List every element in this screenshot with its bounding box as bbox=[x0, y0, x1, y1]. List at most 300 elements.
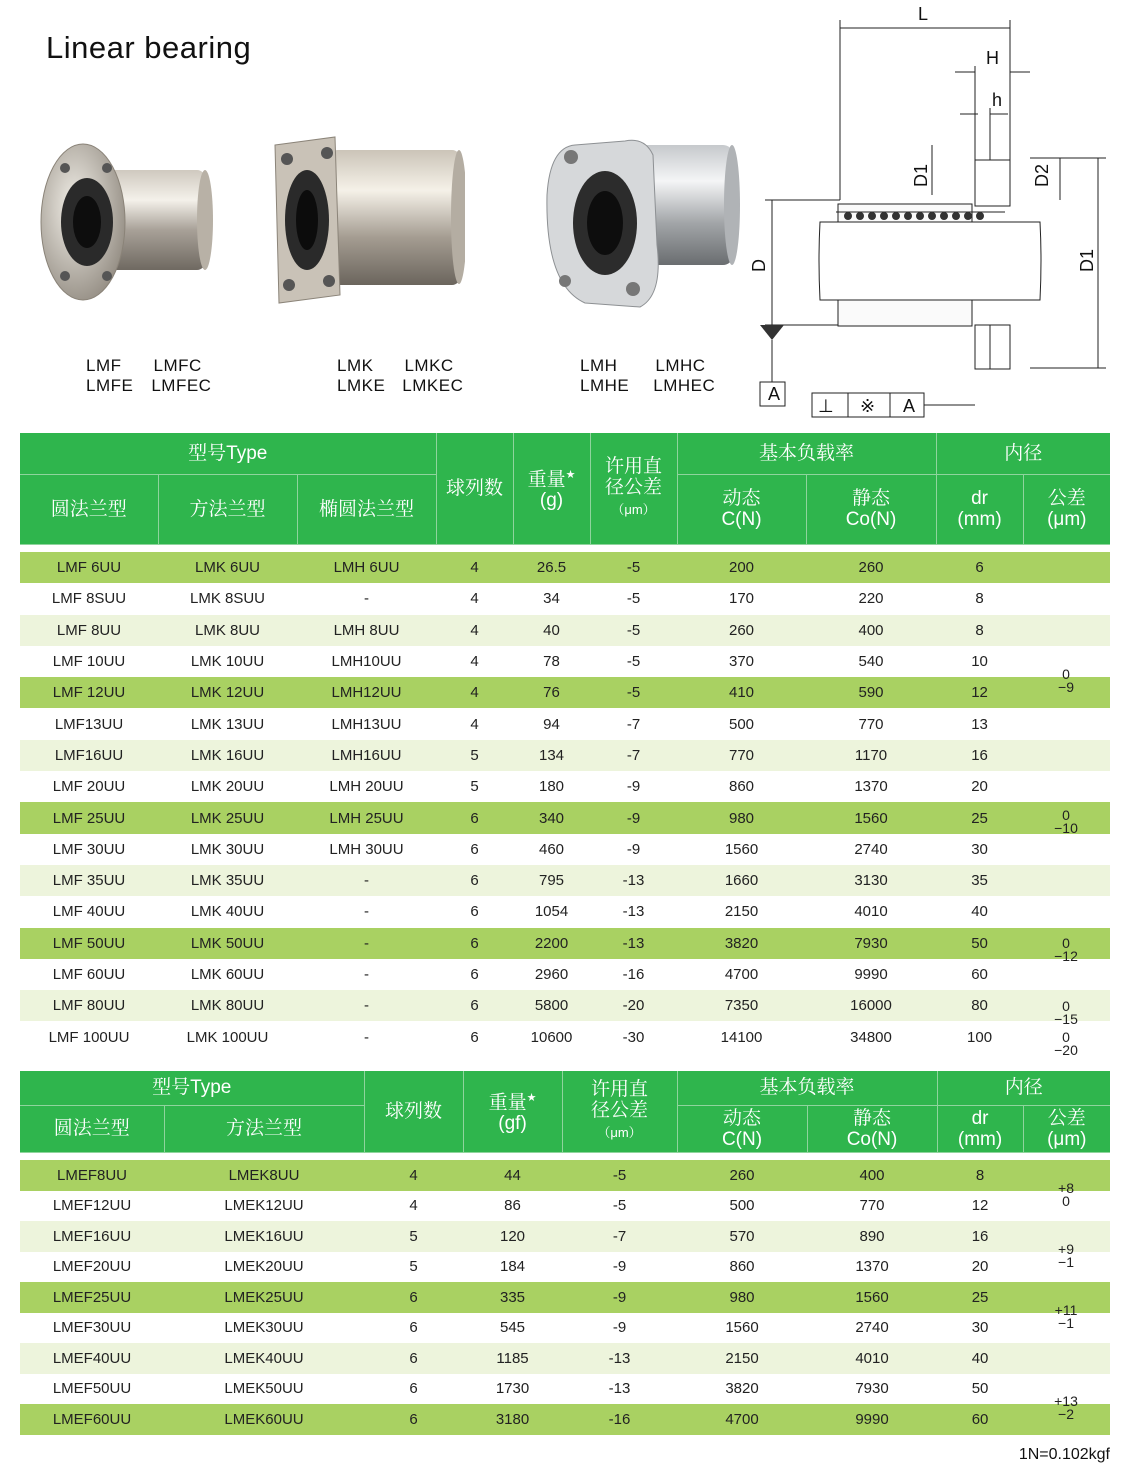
table-cell: - bbox=[297, 896, 436, 927]
table-cell: 6 bbox=[436, 928, 513, 959]
table-cell: 770 bbox=[807, 1191, 937, 1222]
table-cell: 50 bbox=[936, 928, 1023, 959]
table-cell: -5 bbox=[590, 677, 677, 708]
table-cell: 1560 bbox=[806, 802, 936, 833]
table-cell: LMH12UU bbox=[297, 677, 436, 708]
table-cell: -9 bbox=[590, 771, 677, 802]
table-row bbox=[20, 1282, 1110, 1313]
table-cell: -13 bbox=[590, 896, 677, 927]
table-cell: 34 bbox=[513, 583, 590, 614]
table-gap bbox=[20, 544, 1110, 552]
table-cell: 4 bbox=[436, 552, 513, 583]
table-cell: LMEF60UU bbox=[20, 1404, 164, 1435]
table-cell: 16 bbox=[937, 1221, 1023, 1252]
table-cell: -5 bbox=[562, 1191, 677, 1222]
table-cell: LMEF16UU bbox=[20, 1221, 164, 1252]
table-cell: 860 bbox=[677, 771, 806, 802]
header-bore: 内径 bbox=[937, 1071, 1110, 1105]
tolerance-mark bbox=[1046, 997, 1086, 1027]
table-cell: LMEF30UU bbox=[20, 1313, 164, 1344]
table-row bbox=[20, 1191, 1110, 1222]
table-cell: 10 bbox=[936, 646, 1023, 677]
table-cell: LMK 30UU bbox=[158, 834, 297, 865]
table-cell: 44 bbox=[463, 1160, 562, 1191]
tolerance-lower: −1 bbox=[1058, 1253, 1074, 1270]
table-cell: -30 bbox=[590, 1021, 677, 1052]
table-cell: 410 bbox=[677, 677, 806, 708]
table-cell: 540 bbox=[806, 646, 936, 677]
table-cell: LMF 25UU bbox=[20, 802, 158, 833]
table-cell: 2960 bbox=[513, 959, 590, 990]
table-cell: 2200 bbox=[513, 928, 590, 959]
header-static: 静态 Co(N) bbox=[807, 1105, 937, 1152]
table-cell: 6 bbox=[436, 959, 513, 990]
table-cell: 9990 bbox=[806, 959, 936, 990]
table-cell: 400 bbox=[807, 1160, 937, 1191]
table-cell: 180 bbox=[513, 771, 590, 802]
table-cell: 770 bbox=[806, 708, 936, 739]
table-cell: 6 bbox=[364, 1282, 463, 1313]
table-cell: LMEK20UU bbox=[164, 1252, 364, 1283]
table-cell: 1560 bbox=[677, 834, 806, 865]
table-cell: 2740 bbox=[806, 834, 936, 865]
table-cell: 170 bbox=[677, 583, 806, 614]
table-cell: 1560 bbox=[807, 1282, 937, 1313]
table-cell: LMF 6UU bbox=[20, 552, 158, 583]
table-cell: 9990 bbox=[807, 1404, 937, 1435]
table-cell: 14100 bbox=[677, 1021, 806, 1052]
table-cell: -7 bbox=[590, 708, 677, 739]
table-row bbox=[20, 1160, 1110, 1191]
svg-text:D2: D2 bbox=[1032, 163, 1052, 187]
table-cell: 770 bbox=[677, 740, 806, 771]
table-cell: 200 bbox=[677, 552, 806, 583]
svg-text:⊥: ⊥ bbox=[818, 396, 834, 416]
table-row bbox=[20, 615, 1110, 646]
header-dynamic: 动态 C(N) bbox=[677, 1105, 807, 1152]
table-cell: LMF 50UU bbox=[20, 928, 158, 959]
table-cell: LMF 40UU bbox=[20, 896, 158, 927]
table-cell: LMEK50UU bbox=[164, 1374, 364, 1405]
tolerance-cell bbox=[1023, 865, 1110, 896]
table-cell: 6 bbox=[436, 834, 513, 865]
table-cell: 4700 bbox=[677, 1404, 807, 1435]
table-cell: 100 bbox=[936, 1021, 1023, 1052]
tolerance-mark bbox=[1046, 937, 1086, 963]
table-cell: -9 bbox=[562, 1313, 677, 1344]
table-cell: 890 bbox=[807, 1221, 937, 1252]
table-cell: 370 bbox=[677, 646, 806, 677]
header-round: 圆法兰型 bbox=[20, 1105, 164, 1152]
header-weight: 重量★ (g) bbox=[513, 433, 590, 544]
table-cell: 13 bbox=[936, 708, 1023, 739]
header-square: 方法兰型 bbox=[158, 474, 297, 544]
table-cell: 12 bbox=[937, 1191, 1023, 1222]
header-tolerance: 许用直 径公差 （μm） bbox=[562, 1071, 677, 1152]
tolerance-lower: −20 bbox=[1054, 1042, 1078, 1059]
tolerance-upper: 0 bbox=[1062, 666, 1070, 683]
table-cell: LMK 60UU bbox=[158, 959, 297, 990]
tolerance-lower: −2 bbox=[1058, 1406, 1074, 1422]
page-title: Linear bearing bbox=[46, 30, 252, 65]
table-cell: LMK 10UU bbox=[158, 646, 297, 677]
tolerance-upper: +9 bbox=[1058, 1240, 1074, 1257]
table-cell: LMEF8UU bbox=[20, 1160, 164, 1191]
header-weight: 重量★ (gf) bbox=[463, 1071, 562, 1152]
table-cell: 8 bbox=[936, 583, 1023, 614]
table-cell: LMK 25UU bbox=[158, 802, 297, 833]
table-cell: - bbox=[297, 928, 436, 959]
table-cell: LMH13UU bbox=[297, 708, 436, 739]
table-row bbox=[20, 1374, 1110, 1405]
table-cell: LMK 40UU bbox=[158, 896, 297, 927]
table-cell: 400 bbox=[806, 615, 936, 646]
header-dr: dr (mm) bbox=[937, 1105, 1023, 1152]
spec-table-lmef-lmek bbox=[20, 1071, 1110, 1435]
header-balls: 球列数 bbox=[364, 1071, 463, 1152]
table-cell: LMF 100UU bbox=[20, 1021, 158, 1052]
table-cell: -7 bbox=[590, 740, 677, 771]
table-cell: 4700 bbox=[677, 959, 806, 990]
table-gap bbox=[20, 1152, 1110, 1160]
table-cell: LMEF40UU bbox=[20, 1343, 164, 1374]
table-cell: 3820 bbox=[677, 928, 806, 959]
table-cell: LMF16UU bbox=[20, 740, 158, 771]
spec-table-lmf-lmk-lmh bbox=[20, 433, 1110, 1053]
header-oval: 椭圆法兰型 bbox=[297, 474, 436, 544]
table-cell: LMF 8UU bbox=[20, 615, 158, 646]
table-row bbox=[20, 1404, 1110, 1435]
tolerance-cell bbox=[1023, 740, 1110, 771]
table-cell: 1370 bbox=[807, 1252, 937, 1283]
product-label-lmh: LMH LMHC LMHE LMHEC bbox=[580, 356, 716, 395]
table-row bbox=[20, 1313, 1110, 1344]
tolerance-mark bbox=[1046, 1031, 1086, 1057]
tolerance-upper: +11 bbox=[1054, 1301, 1078, 1318]
tolerance-mark bbox=[1046, 668, 1086, 694]
tolerance-lower: 0 bbox=[1062, 1192, 1070, 1209]
table-cell: 4 bbox=[436, 708, 513, 739]
table-cell: 1370 bbox=[806, 771, 936, 802]
table-cell: 120 bbox=[463, 1221, 562, 1252]
product-label-lmk: LMK LMKC LMKE LMKEC bbox=[337, 356, 464, 395]
table-cell: 6 bbox=[436, 802, 513, 833]
tolerance-mark bbox=[1046, 1395, 1086, 1421]
table-cell: 3820 bbox=[677, 1374, 807, 1405]
table-cell: 860 bbox=[677, 1252, 807, 1283]
table-cell: 40 bbox=[936, 896, 1023, 927]
table-row bbox=[20, 583, 1110, 614]
round-flange-bearing-icon bbox=[35, 140, 215, 305]
header-round: 圆法兰型 bbox=[20, 474, 158, 544]
table-cell: -5 bbox=[562, 1160, 677, 1191]
table-cell: - bbox=[297, 959, 436, 990]
tolerance-cell bbox=[1023, 552, 1110, 583]
svg-text:A: A bbox=[768, 384, 781, 404]
table-cell: 20 bbox=[936, 771, 1023, 802]
table-cell: 5 bbox=[436, 771, 513, 802]
svg-text:D1: D1 bbox=[1077, 248, 1097, 272]
tolerance-cell bbox=[1023, 896, 1110, 927]
svg-text:D1: D1 bbox=[911, 163, 931, 187]
table-cell: -9 bbox=[590, 802, 677, 833]
table-row bbox=[20, 1021, 1110, 1052]
tolerance-cell bbox=[1023, 834, 1110, 865]
header-balls: 球列数 bbox=[436, 433, 513, 544]
table-row bbox=[20, 959, 1110, 990]
table-cell: 134 bbox=[513, 740, 590, 771]
tolerance-lower: −9 bbox=[1058, 679, 1074, 696]
table-cell: 2150 bbox=[677, 1343, 807, 1374]
table-cell: 25 bbox=[937, 1282, 1023, 1313]
table-cell: 184 bbox=[463, 1252, 562, 1283]
table-cell: LMK 50UU bbox=[158, 928, 297, 959]
table-row bbox=[20, 896, 1110, 927]
tolerance-mark bbox=[1046, 809, 1086, 835]
table-cell: LMEK25UU bbox=[164, 1282, 364, 1313]
table-cell: 6 bbox=[436, 990, 513, 1021]
table-cell: LMK 13UU bbox=[158, 708, 297, 739]
table-cell: 570 bbox=[677, 1221, 807, 1252]
table-cell: 76 bbox=[513, 677, 590, 708]
table-cell: 8 bbox=[937, 1160, 1023, 1191]
header-deviation: 公差 (μm) bbox=[1023, 1105, 1110, 1152]
table-cell: LMK 100UU bbox=[158, 1021, 297, 1052]
table-cell: 3180 bbox=[463, 1404, 562, 1435]
table-cell: 4 bbox=[436, 677, 513, 708]
table-cell: LMF 12UU bbox=[20, 677, 158, 708]
table-cell: 7350 bbox=[677, 990, 806, 1021]
table-cell: LMEK60UU bbox=[164, 1404, 364, 1435]
table-cell: 16 bbox=[936, 740, 1023, 771]
table-cell: -13 bbox=[590, 865, 677, 896]
header-static: 静态 Co(N) bbox=[806, 474, 936, 544]
table-cell: 795 bbox=[513, 865, 590, 896]
table-cell: LMF 30UU bbox=[20, 834, 158, 865]
header-load: 基本负载率 bbox=[677, 433, 936, 474]
table-cell: 980 bbox=[677, 802, 806, 833]
table-cell: 5 bbox=[436, 740, 513, 771]
table-row bbox=[20, 1252, 1110, 1283]
table-row bbox=[20, 865, 1110, 896]
table-cell: LMH 6UU bbox=[297, 552, 436, 583]
table-cell: 1170 bbox=[806, 740, 936, 771]
table-row bbox=[20, 771, 1110, 802]
table-cell: -9 bbox=[562, 1282, 677, 1313]
tolerance-cell bbox=[1023, 708, 1110, 739]
table-cell: 34800 bbox=[806, 1021, 936, 1052]
table-cell: 335 bbox=[463, 1282, 562, 1313]
tolerance-mark bbox=[1046, 1301, 1086, 1331]
header-dr: dr (mm) bbox=[936, 474, 1023, 544]
table-cell: -5 bbox=[590, 615, 677, 646]
tolerance-lower: −10 bbox=[1054, 820, 1078, 837]
header-type: 型号Type bbox=[20, 1071, 364, 1105]
table-cell: LMEK8UU bbox=[164, 1160, 364, 1191]
header-type: 型号Type bbox=[20, 433, 436, 474]
table-cell: 6 bbox=[364, 1313, 463, 1344]
table-cell: -16 bbox=[562, 1404, 677, 1435]
table-cell: LMEK16UU bbox=[164, 1221, 364, 1252]
tolerance-cell bbox=[1023, 615, 1110, 646]
footnote: 1N=0.102kgf bbox=[1018, 1446, 1110, 1463]
table-cell: 1054 bbox=[513, 896, 590, 927]
table-cell: 86 bbox=[463, 1191, 562, 1222]
table-cell: 6 bbox=[936, 552, 1023, 583]
table-cell: LMEF12UU bbox=[20, 1191, 164, 1222]
svg-text:H: H bbox=[986, 48, 999, 68]
table-cell: LMH 30UU bbox=[297, 834, 436, 865]
table-row bbox=[20, 990, 1110, 1021]
table-cell: LMF 80UU bbox=[20, 990, 158, 1021]
table-cell: 3130 bbox=[806, 865, 936, 896]
table-cell: 94 bbox=[513, 708, 590, 739]
tolerance-upper: 0 bbox=[1062, 935, 1070, 952]
table-cell: -13 bbox=[562, 1374, 677, 1405]
table-cell: 4 bbox=[364, 1160, 463, 1191]
tolerance-mark bbox=[1046, 1179, 1086, 1209]
table-cell: 6 bbox=[364, 1343, 463, 1374]
table-cell: 10600 bbox=[513, 1021, 590, 1052]
table-cell: 4 bbox=[436, 615, 513, 646]
tolerance-lower: −1 bbox=[1058, 1314, 1074, 1331]
table-row bbox=[20, 708, 1110, 739]
tolerance-mark bbox=[1046, 1240, 1086, 1270]
table-cell: 6 bbox=[436, 896, 513, 927]
table-cell: 1185 bbox=[463, 1343, 562, 1374]
table-cell: LMK 8UU bbox=[158, 615, 297, 646]
header-load: 基本负载率 bbox=[677, 1071, 937, 1105]
table-cell: LMEF25UU bbox=[20, 1282, 164, 1313]
tolerance-upper: 0 bbox=[1062, 997, 1070, 1014]
table-row bbox=[20, 1221, 1110, 1252]
tolerance-cell bbox=[1023, 1343, 1110, 1374]
table-cell: LMK 80UU bbox=[158, 990, 297, 1021]
table-row bbox=[20, 834, 1110, 865]
table-cell: LMK 6UU bbox=[158, 552, 297, 583]
table-cell: LMF 60UU bbox=[20, 959, 158, 990]
svg-text:※: ※ bbox=[860, 396, 876, 416]
table-cell: 1730 bbox=[463, 1374, 562, 1405]
table-cell: LMK 12UU bbox=[158, 677, 297, 708]
table-row bbox=[20, 677, 1110, 708]
table-cell: 8 bbox=[936, 615, 1023, 646]
table-cell: 6 bbox=[364, 1404, 463, 1435]
table-cell: 60 bbox=[937, 1404, 1023, 1435]
table-cell: -7 bbox=[562, 1221, 677, 1252]
table-cell: LMF 10UU bbox=[20, 646, 158, 677]
table-cell: LMH 25UU bbox=[297, 802, 436, 833]
tolerance-upper: +13 bbox=[1054, 1393, 1078, 1409]
table-cell: LMK 16UU bbox=[158, 740, 297, 771]
table-cell: 1660 bbox=[677, 865, 806, 896]
table-cell: LMK 20UU bbox=[158, 771, 297, 802]
table-cell: 60 bbox=[936, 959, 1023, 990]
oval-flange-bearing-icon bbox=[545, 135, 740, 310]
table-cell: 40 bbox=[513, 615, 590, 646]
table-cell: 5 bbox=[364, 1252, 463, 1283]
table-cell: 6 bbox=[436, 865, 513, 896]
table-cell: 5 bbox=[364, 1221, 463, 1252]
table-cell: 35 bbox=[936, 865, 1023, 896]
table-cell: 4010 bbox=[807, 1343, 937, 1374]
table-cell: -20 bbox=[590, 990, 677, 1021]
table-cell: 1560 bbox=[677, 1313, 807, 1344]
table-cell: LMEF20UU bbox=[20, 1252, 164, 1283]
tolerance-cell bbox=[1023, 583, 1110, 614]
table-cell: 50 bbox=[937, 1374, 1023, 1405]
table-cell: 4 bbox=[364, 1191, 463, 1222]
svg-text:L: L bbox=[918, 4, 929, 24]
table-cell: 12 bbox=[936, 677, 1023, 708]
table-row bbox=[20, 646, 1110, 677]
table-row bbox=[20, 1343, 1110, 1374]
square-flange-bearing-icon bbox=[265, 135, 465, 305]
table-cell: LMH 20UU bbox=[297, 771, 436, 802]
table-cell: 6 bbox=[436, 1021, 513, 1052]
table-cell: 25 bbox=[936, 802, 1023, 833]
header-tolerance: 许用直 径公差 （μm） bbox=[590, 433, 677, 544]
table-cell: 80 bbox=[936, 990, 1023, 1021]
table-cell: -5 bbox=[590, 646, 677, 677]
table-row bbox=[20, 740, 1110, 771]
table-cell: 500 bbox=[677, 708, 806, 739]
tolerance-upper: 0 bbox=[1062, 1029, 1070, 1046]
table-cell: LMH10UU bbox=[297, 646, 436, 677]
table-cell: -16 bbox=[590, 959, 677, 990]
tolerance-cell bbox=[1023, 771, 1110, 802]
table-cell: LMK 35UU bbox=[158, 865, 297, 896]
tolerance-lower: −15 bbox=[1054, 1010, 1078, 1027]
tolerance-lower: −12 bbox=[1054, 948, 1078, 965]
table-cell: 980 bbox=[677, 1282, 807, 1313]
table-cell: 545 bbox=[463, 1313, 562, 1344]
table-cell: LMEK30UU bbox=[164, 1313, 364, 1344]
tolerance-upper: +8 bbox=[1058, 1179, 1074, 1196]
table-cell: LMH16UU bbox=[297, 740, 436, 771]
table-cell: LMF 8SUU bbox=[20, 583, 158, 614]
table-cell: 7930 bbox=[806, 928, 936, 959]
table-cell: 16000 bbox=[806, 990, 936, 1021]
table-cell: 4010 bbox=[806, 896, 936, 927]
table-cell: LMF 20UU bbox=[20, 771, 158, 802]
svg-text:h: h bbox=[992, 90, 1003, 110]
table-cell: 26.5 bbox=[513, 552, 590, 583]
table-cell: LMEK40UU bbox=[164, 1343, 364, 1374]
table-row bbox=[20, 802, 1110, 833]
table-cell: 260 bbox=[677, 1160, 807, 1191]
table-cell: - bbox=[297, 1021, 436, 1052]
table-cell: -13 bbox=[562, 1343, 677, 1374]
table-cell: 7930 bbox=[807, 1374, 937, 1405]
table-cell: -9 bbox=[590, 834, 677, 865]
table-cell: - bbox=[297, 865, 436, 896]
table-cell: LMF 35UU bbox=[20, 865, 158, 896]
table-cell: LMF13UU bbox=[20, 708, 158, 739]
table-cell: - bbox=[297, 990, 436, 1021]
svg-text:A: A bbox=[903, 396, 916, 416]
table-cell: 4 bbox=[436, 583, 513, 614]
table-cell: -13 bbox=[590, 928, 677, 959]
header-deviation: 公差 (μm) bbox=[1023, 474, 1110, 544]
table-cell: -9 bbox=[562, 1252, 677, 1283]
table-cell: LMK 8SUU bbox=[158, 583, 297, 614]
table-cell: 30 bbox=[936, 834, 1023, 865]
table-cell: 460 bbox=[513, 834, 590, 865]
table-cell: 78 bbox=[513, 646, 590, 677]
table-cell: 2740 bbox=[807, 1313, 937, 1344]
table-cell: 260 bbox=[677, 615, 806, 646]
